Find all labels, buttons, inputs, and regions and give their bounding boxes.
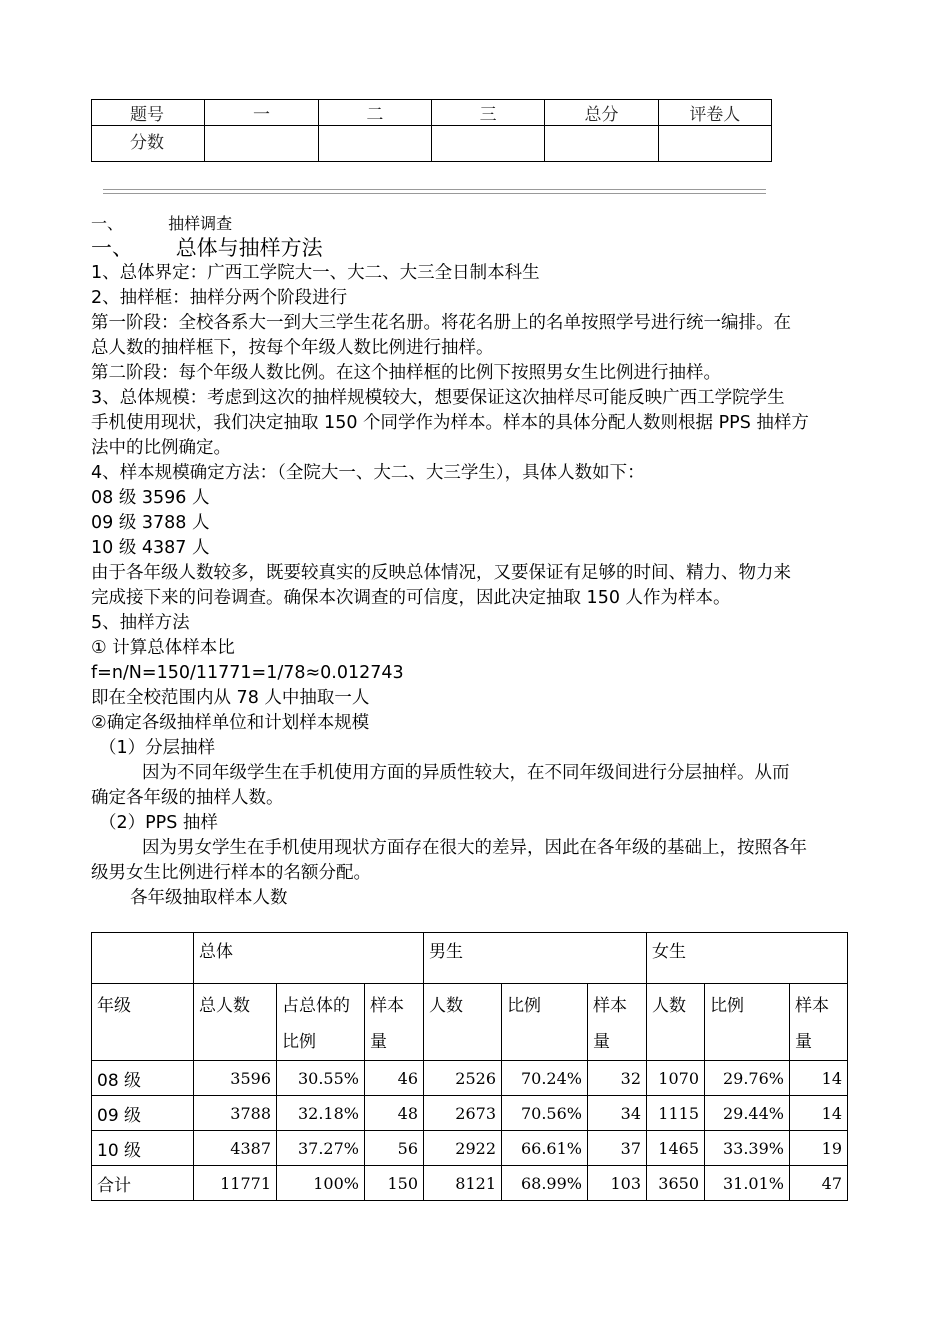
- table-cell: 33.39%: [705, 1131, 790, 1166]
- paragraph-line: ②确定各级抽样单位和计划样本规模: [91, 713, 370, 733]
- table-cell: 4387: [194, 1131, 277, 1166]
- table-cell: 11771: [194, 1166, 277, 1201]
- group-header: 女生: [647, 933, 848, 984]
- header-cell: 评卷人: [658, 100, 771, 126]
- grade-cell: 合计: [92, 1166, 194, 1201]
- sub-header: 比例: [705, 984, 790, 1061]
- table-cell: 1115: [647, 1096, 705, 1131]
- table-cell: 66.61%: [502, 1131, 588, 1166]
- paragraph-line: （2）PPS 抽样: [99, 813, 218, 833]
- paragraph-line: 10 级 4387 人: [91, 538, 210, 558]
- sub-header: 样本量: [365, 984, 424, 1061]
- table-cell: 1465: [647, 1131, 705, 1166]
- paragraph-line: 2、抽样框：抽样分两个阶段进行: [91, 288, 348, 308]
- table-cell: 37.27%: [277, 1131, 365, 1166]
- table-cell: 3650: [647, 1166, 705, 1201]
- grade-cell: 09 级: [92, 1096, 194, 1131]
- divider: [103, 189, 766, 190]
- score-cell: [545, 126, 658, 162]
- paragraph-line: 08 级 3596 人: [91, 488, 210, 508]
- table-cell: 2922: [424, 1131, 502, 1166]
- score-header-row: [92, 100, 772, 126]
- score-row-label: 分数: [92, 126, 205, 162]
- table-cell: 31.01%: [705, 1166, 790, 1201]
- table-cell: 1070: [647, 1061, 705, 1096]
- sample-table: [91, 932, 848, 1201]
- table-row: [92, 1096, 848, 1131]
- paragraph-line: 4、样本规模确定方法：（全院大一、大二、大三学生），具体人数如下：: [91, 463, 645, 483]
- paragraph-line: f=n/N=150/11771=1/78≈0.012743: [91, 663, 404, 683]
- group-header: 总体: [194, 933, 424, 984]
- table-row: [92, 1061, 848, 1096]
- table-cell: 34: [588, 1096, 647, 1131]
- paragraph-line: 09 级 3788 人: [91, 513, 210, 533]
- paragraph-line: （1）分层抽样: [99, 738, 216, 758]
- table-cell: 37: [588, 1131, 647, 1166]
- table-cell: 30.55%: [277, 1061, 365, 1096]
- grade-cell: 10 级: [92, 1131, 194, 1166]
- table-cell: 68.99%: [502, 1166, 588, 1201]
- heading-number: 一、: [91, 214, 124, 233]
- table-cell: 32: [588, 1061, 647, 1096]
- table-row: [92, 1131, 848, 1166]
- table-cell: 100%: [277, 1166, 365, 1201]
- grade-cell: 08 级: [92, 1061, 194, 1096]
- header-cell: 三: [431, 100, 544, 126]
- paragraph-line: 总人数的抽样框下，按每个年级人数比例进行抽样。: [91, 338, 494, 358]
- sub-header: 样本量: [790, 984, 848, 1061]
- table-cell: 48: [365, 1096, 424, 1131]
- table-cell: 2526: [424, 1061, 502, 1096]
- table-total-row: [92, 1166, 848, 1201]
- heading-text: 抽样调查: [168, 214, 233, 233]
- header-cell: 一: [205, 100, 318, 126]
- group-header: 男生: [424, 933, 647, 984]
- table-cell: 3596: [194, 1061, 277, 1096]
- table-cell: 47: [790, 1166, 848, 1201]
- empty-cell: [92, 933, 194, 984]
- paragraph-line: 因为男女学生在手机使用现状方面存在很大的差异，因此在各年级的基础上，按照各年: [142, 838, 807, 858]
- table-cell: 2673: [424, 1096, 502, 1131]
- score-value-row: [92, 126, 772, 162]
- paragraph-line: 第二阶段：每个年级人数比例。在这个抽样框的比例下按照男女生比例进行抽样。: [91, 363, 721, 383]
- table-cell: 8121: [424, 1166, 502, 1201]
- header-cell: 总分: [545, 100, 658, 126]
- sub-header: 占总体的比例: [277, 984, 365, 1061]
- paragraph-line: 完成接下来的问卷调查。确保本次调查的可信度，因此决定抽取 150 人作为样本。: [91, 588, 731, 608]
- grade-header: 年级: [92, 984, 194, 1061]
- table-cell: 103: [588, 1166, 647, 1201]
- score-cell: [431, 126, 544, 162]
- sub-header: 比例: [502, 984, 588, 1061]
- score-cell: [205, 126, 318, 162]
- divider: [103, 193, 766, 194]
- paragraph-line: 因为不同年级学生在手机使用方面的异质性较大，在不同年级间进行分层抽样。从而: [142, 763, 790, 783]
- sub-header: 样本量: [588, 984, 647, 1061]
- table-caption: 各年级抽取样本人数: [130, 888, 288, 908]
- paragraph-line: 5、抽样方法: [91, 613, 190, 633]
- header-cell: 二: [318, 100, 431, 126]
- paragraph-line: 3、总体规模：考虑到这次的抽样规模较大，想要保证这次抽样尽可能反映广西工学院学生: [91, 388, 785, 408]
- paragraph-line: 由于各年级人数较多，既要较真实的反映总体情况，又要保证有足够的时间、精力、物力来: [91, 563, 791, 583]
- table-cell: 29.76%: [705, 1061, 790, 1096]
- table-cell: 14: [790, 1061, 848, 1096]
- table-cell: 70.56%: [502, 1096, 588, 1131]
- table-cell: 3788: [194, 1096, 277, 1131]
- group-header-row: [92, 933, 848, 984]
- table-cell: 56: [365, 1131, 424, 1166]
- heading-text: 总体与抽样方法: [175, 236, 323, 260]
- score-cell: [658, 126, 771, 162]
- table-cell: 150: [365, 1166, 424, 1201]
- table-cell: 46: [365, 1061, 424, 1096]
- header-cell: 题号: [92, 100, 205, 126]
- paragraph-line: 确定各年级的抽样人数。: [91, 788, 284, 808]
- section-heading-small: [91, 212, 232, 236]
- paragraph-line: 第一阶段：全校各系大一到大三学生花名册。将花名册上的名单按照学号进行统一编排。在: [91, 313, 791, 333]
- heading-number: 一、: [91, 236, 133, 260]
- paragraph-line: ① 计算总体样本比: [91, 638, 235, 658]
- sub-header-row: [92, 984, 848, 1061]
- sub-header: 人数: [424, 984, 502, 1061]
- table-cell: 70.24%: [502, 1061, 588, 1096]
- table-cell: 29.44%: [705, 1096, 790, 1131]
- paragraph-line: 级男女生比例进行样本的名额分配。: [91, 863, 371, 883]
- sub-header: 人数: [647, 984, 705, 1061]
- paragraph-line: 1、总体界定：广西工学院大一、大二、大三全日制本科生: [91, 263, 540, 283]
- score-cell: [318, 126, 431, 162]
- table-cell: 19: [790, 1131, 848, 1166]
- paragraph-line: 手机使用现状，我们决定抽取 150 个同学作为样本。样本的具体分配人数则根据 PPS 抽样方: [91, 413, 809, 433]
- section-heading-large: [91, 236, 323, 260]
- paragraph-line: 法中的比例确定。: [91, 438, 231, 458]
- score-table: [91, 99, 772, 162]
- table-cell: 14: [790, 1096, 848, 1131]
- table-cell: 32.18%: [277, 1096, 365, 1131]
- paragraph-line: 即在全校范围内从 78 人中抽取一人: [91, 688, 370, 708]
- sub-header: 总人数: [194, 984, 277, 1061]
